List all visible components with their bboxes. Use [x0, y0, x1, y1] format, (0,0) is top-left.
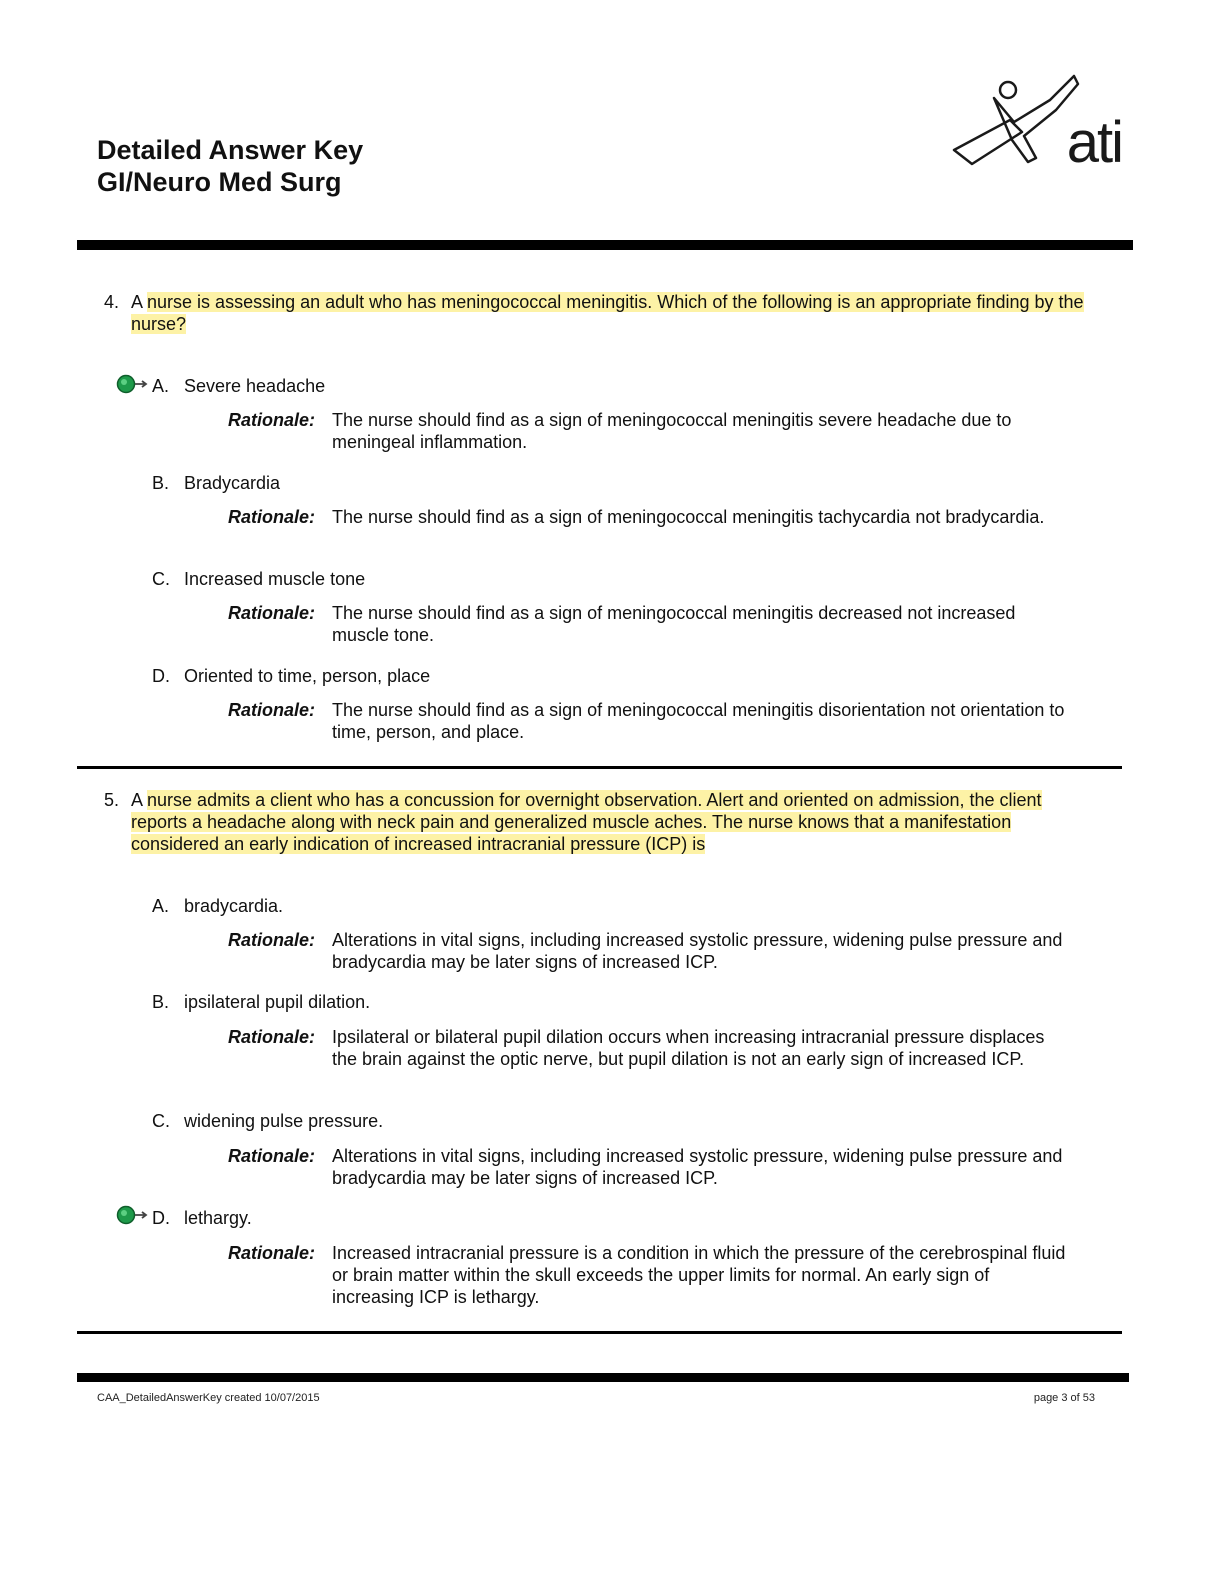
option-a — [152, 375, 325, 397]
option-letter: B. — [152, 992, 170, 1012]
title-line-2: GI/Neuro Med Surg — [97, 167, 342, 197]
rationale-label: Rationale: — [228, 507, 316, 527]
question-lead: A — [131, 292, 143, 312]
option-a — [152, 895, 283, 917]
option-label: bradycardia. — [184, 896, 284, 916]
rationale-label: Rationale: — [228, 700, 316, 720]
logo-text: ati — [1066, 110, 1122, 175]
option-label: lethargy. — [184, 1208, 252, 1228]
rationale-text: The nurse should find as a sign of meningococcal meningitis severe headache due to meningeal inflammation. — [332, 410, 1012, 452]
rationale-label: Rationale: — [228, 1243, 316, 1263]
rationale-text: Alterations in vital signs, including increased systolic pressure, widening pulse pressure and bradycardia may be later signs of increased ICP. — [332, 1146, 1063, 1188]
option-b — [152, 991, 370, 1013]
option-c — [152, 568, 365, 590]
option-label: Bradycardia — [184, 473, 281, 493]
ati-logo — [950, 70, 1130, 180]
rationale-text: The nurse should find as a sign of meningococcal meningitis decreased not increased muscle tone. — [332, 603, 1016, 645]
rationale-label: Rationale: — [228, 1027, 316, 1047]
rationale-text: Ipsilateral or bilateral pupil dilation occurs when increasing intracranial pressure displaces the brain against the optic nerve, but pupil dilation is not an early sign of increased ICP. — [332, 1027, 1045, 1069]
option-letter: C. — [152, 1111, 170, 1131]
option-letter: C. — [152, 569, 170, 589]
option-b — [152, 472, 280, 494]
option-letter: B. — [152, 473, 170, 493]
page-title — [97, 134, 363, 198]
footer-document-info: CAA_DetailedAnswerKey created 10/07/2015 — [97, 1392, 320, 1404]
correct-answer-marker-icon — [116, 374, 150, 394]
option-letter: A. — [152, 896, 170, 916]
footer-page-number: page 3 of 53 — [1033, 1392, 1095, 1404]
question-number: 5. — [104, 790, 120, 810]
question-divider — [77, 766, 1122, 769]
rationale-label: Rationale: — [228, 410, 316, 430]
rationale-label: Rationale: — [228, 1146, 316, 1166]
option-label: ipsilateral pupil dilation. — [184, 992, 371, 1012]
question-text-highlighted: nurse admits a client who has a concussion for overnight observation. Alert and oriented on admission, the client reports a headache along with neck pain and generalized muscle aches. The nurse knows that a manifestation considered an early indication of increased intracranial pressure (ICP) is — [131, 790, 1042, 854]
correct-answer-marker-icon — [116, 1205, 150, 1225]
option-d — [152, 1207, 252, 1229]
question-number: 4. — [104, 292, 120, 312]
question-divider — [77, 1331, 1122, 1334]
rationale-text: Alterations in vital signs, including increased systolic pressure, widening pulse pressure and bradycardia may be later signs of increased ICP. — [332, 930, 1063, 972]
question-text-highlighted: nurse is assessing an adult who has meningococcal meningitis. Which of the following is an appropriate finding by the nurse? — [131, 292, 1084, 334]
option-label: Severe headache — [184, 376, 326, 396]
footer-divider — [77, 1373, 1129, 1382]
question-lead: A — [131, 790, 143, 810]
rationale-text: Increased intracranial pressure is a condition in which the pressure of the cerebrospinal fluid or brain matter within the skull exceeds the upper limits for normal. An early sign of increasing ICP is lethargy. — [332, 1243, 1066, 1307]
rationale-label: Rationale: — [228, 930, 316, 950]
title-line-1: Detailed Answer Key — [97, 135, 364, 165]
option-label: Oriented to time, person, place — [184, 666, 431, 686]
header-divider — [77, 240, 1133, 250]
option-c — [152, 1110, 383, 1132]
rationale-text: The nurse should find as a sign of meningococcal meningitis disorientation not orientation to time, person, and place. — [332, 700, 1065, 742]
rationale-text: The nurse should find as a sign of meningococcal meningitis tachycardia not bradycardia. — [332, 507, 1045, 527]
question-stem — [131, 789, 1091, 855]
option-letter: D. — [152, 1208, 170, 1228]
option-label: Increased muscle tone — [184, 569, 366, 589]
rationale-label: Rationale: — [228, 603, 316, 623]
option-d — [152, 665, 430, 687]
question-stem — [131, 291, 1091, 335]
option-letter: A. — [152, 376, 170, 396]
option-label: widening pulse pressure. — [184, 1111, 384, 1131]
option-letter: D. — [152, 666, 170, 686]
